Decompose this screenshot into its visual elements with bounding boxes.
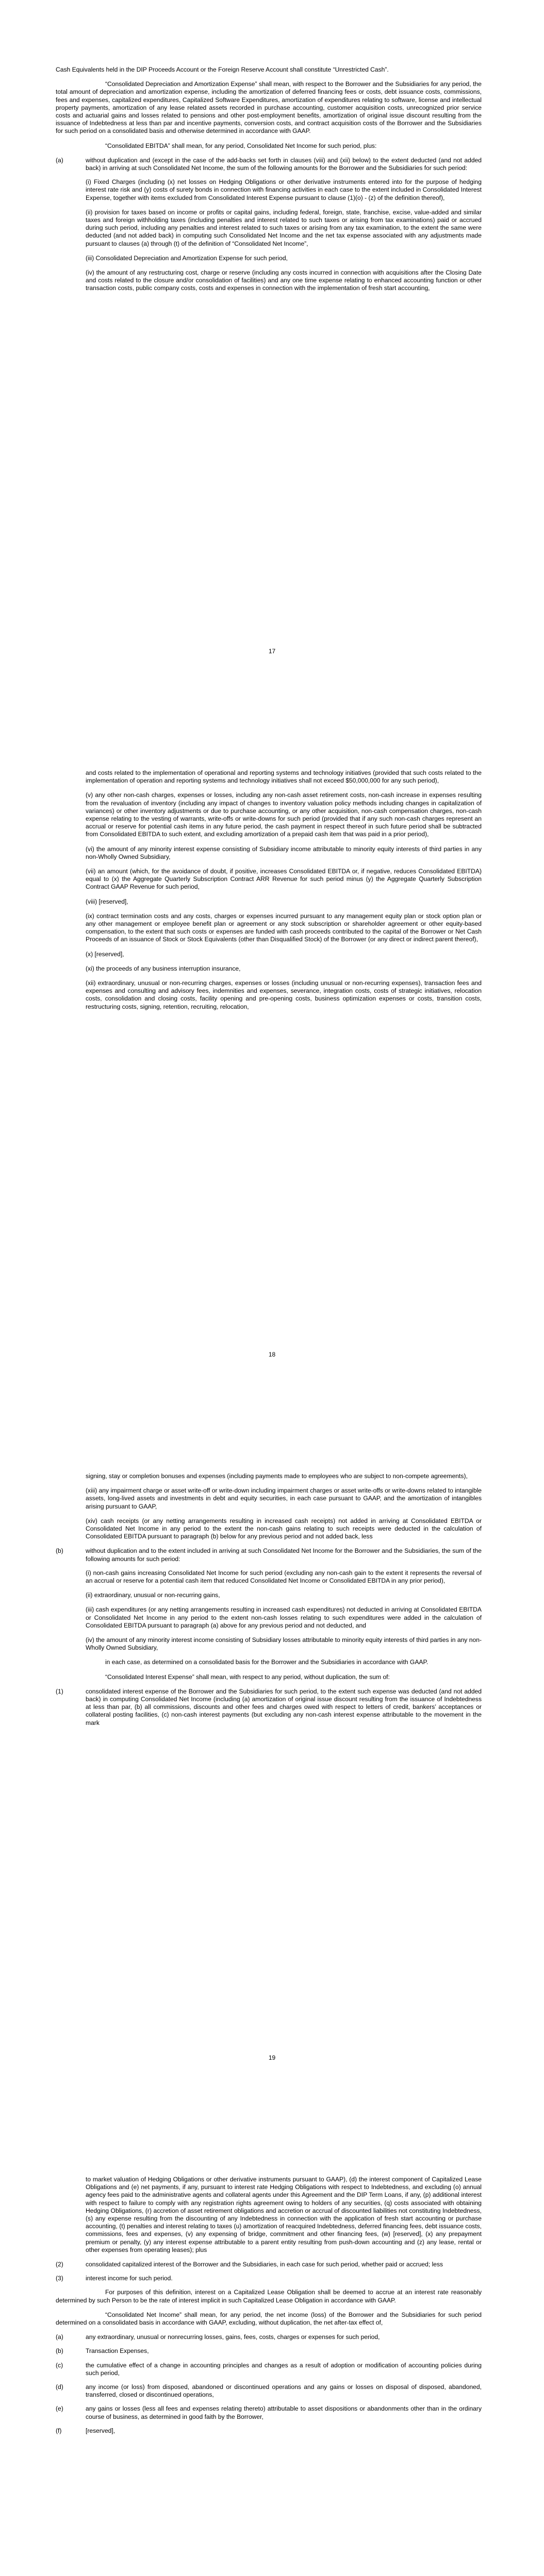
clause-text: any income (or loss) from disposed, abandoned or discontinued operations and any gains or losses on disposal of disposed, abandoned, transferred, closed or discontinued operations, xyxy=(86,2383,482,2399)
page-number: 19 xyxy=(268,2054,276,2061)
clause-text: without duplication and to the extent included in arriving at such Consolidated Net Income for the Borrower and the Subsidiaries, the sum of the following amounts for such period: xyxy=(86,1547,482,1563)
sub-clause-paragraph: (i) Fixed Charges (including (x) net losses on Hedging Obligations or other derivative instruments entered into for the purpose of hedging interest rate risk and (y) costs of surety bonds in connection with financing activities in each case to the extent included in Consolidated Interest Expense, together with items excluded from Consolidated Interest Expense pursuant to clause (1)(o) - (z) of the definition thereof), xyxy=(86,178,482,201)
page-content xyxy=(56,66,482,299)
clause-paragraph xyxy=(56,157,482,172)
clause-text: the cumulative effect of a change in accounting principles and changes as a result of adoption or modification of accounting policies during such period, xyxy=(86,2361,482,2377)
clause-label: (a) xyxy=(56,156,63,164)
definition-paragraph: “Consolidated Depreciation and Amortization Expense” shall mean, with respect to the Borrower and the Subsidiaries for any period, the total amount of depreciation and amortization expense, including the amortization of deferred financing fees or costs, debt issuance costs, commissions, fees and expenses, capitalized expenditures, Capitalized Software Expenditures, amortization of expenditures relating to software, license and intellectual property payments, amortization of any lease related assets recorded in purchase accounting, customer acquisition costs, unrecognized prior service costs and actuarial gains and losses related to pensions and other post-employment benefits, amortization of original issue discount resulting from the issuance of Indebtedness at less than par and incentive payments, conversion costs, and contract acquisition costs of the Borrower and the Subsidiaries for such period on a consolidated basis and otherwise determined in accordance with GAAP. xyxy=(56,80,482,135)
document-page xyxy=(0,2110,544,2576)
sub-clause-paragraph: (ii) provision for taxes based on income or profits or capital gains, including federal, foreign, state, franchise, excise, value-added and similar taxes and foreign withholding taxes (including penalties and interest related to such taxes or arising from tax examinations) paid or accrued during such period, including any penalties and interest related to such taxes or arising from any tax examination, to the extent the same were deducted (and not added back) in computing such Consolidated Net Income and the net tax expense associated with any adjustments made pursuant to clauses (a) through (t) of the definition of “Consolidated Net Income”, xyxy=(86,208,482,247)
page-content xyxy=(56,769,482,1018)
clause-label: (e) xyxy=(56,2405,63,2413)
clause-label: (f) xyxy=(56,2427,62,2434)
sub-clause-paragraph: (vii) an amount (which, for the avoidance of doubt, if positive, increases Consolidated EBITDA or, if negative, reduces Consolidated EBITDA) equal to (x) the Aggregate Quarterly Subscription Contract ARR Revenue for such period minus (y) the Aggregate Quarterly Subscription Contract GAAP Revenue for such period, xyxy=(86,868,482,891)
clause-text: interest income for such period. xyxy=(86,2275,173,2282)
document-page xyxy=(0,0,544,703)
clause-paragraph xyxy=(56,2261,482,2268)
clause-text: consolidated interest expense of the Borrower and the Subsidiaries for such period, to the extent such expense was deducted (and not added back) in computing Consolidated Net Income (including (a) amortization of original issue discount resulting from the issuance of Indebtedness at less than par, (b) all commissions, discounts and other fees and charges owed with respect to letters of credit, bankers’ acceptances or collateral posting facilities, (c) non-cash interest payments (but excluding any non-cash interest expense attributable to the movement in the mark xyxy=(86,1687,482,1726)
clause-paragraph xyxy=(56,2362,482,2377)
sub-clause-paragraph: (vi) the amount of any minority interest expense consisting of Subsidiary income attributable to minority equity interests of third parties in any non-Wholly Owned Subsidiary, xyxy=(86,845,482,860)
clause-label: (2) xyxy=(56,2261,63,2268)
clause-paragraph xyxy=(56,2333,482,2341)
sub-clause-paragraph: and costs related to the implementation of operational and reporting systems and technology initiatives (provided that such costs related to the implementation of operation and reporting systems and technology initiatives shall not exceed $50,000,000 for any such period), xyxy=(86,769,482,785)
definition-paragraph: “Consolidated Net Income” shall mean, for any period, the net income (loss) of the Borrower and the Subsidiaries for such period determined on a consolidated basis in accordance with GAAP, excluding, without duplication, the net after-tax effect of, xyxy=(56,2311,482,2327)
document-page xyxy=(0,1406,544,2110)
definition-paragraph: “Consolidated Interest Expense” shall mean, with respect to any period, without duplication, the sum of: xyxy=(105,1673,390,1681)
sub-clause-paragraph: (iv) the amount of any restructuring cost, charge or reserve (including any costs incurred in connection with acquisitions after the Closing Date and costs related to the closure and/or consolidation of facilities) and any one time expense relating to enhanced accounting function or other transaction costs, public company costs, costs and expenses in connection with the implementation of fresh start accounting, xyxy=(86,269,482,292)
sub-clause-paragraph: (ii) extraordinary, unusual or non-recurring gains, xyxy=(86,1591,220,1599)
clause-label: (b) xyxy=(56,2347,63,2355)
sub-clause-paragraph: (viii) [reserved], xyxy=(86,897,128,905)
clause-paragraph xyxy=(56,1547,482,1563)
body-paragraph: Cash Equivalents held in the DIP Proceeds Account or the Foreign Reserve Account shall constitute “Unrestricted Cash”. xyxy=(56,66,389,73)
sub-clause-paragraph: signing, stay or completion bonuses and expenses (including payments made to employees who are subject to non-compete agreements), xyxy=(86,1472,468,1480)
sub-clause-paragraph: (iv) the amount of any minority interest income consisting of Subsidiary losses attributable to minority equity interests of third parties in any non-Wholly Owned Subsidiary, xyxy=(86,1636,482,1652)
clause-label: (a) xyxy=(56,2333,63,2341)
clause-label: (1) xyxy=(56,1687,63,1695)
sub-clause-paragraph: (x) [reserved], xyxy=(86,950,124,958)
sub-clause-paragraph: (iii) Consolidated Depreciation and Amortization Expense for such period, xyxy=(86,254,288,262)
sub-clause-paragraph: (xii) extraordinary, unusual or non-recurring charges, expenses or losses (including unusual or non-recurring expenses), transaction fees and expenses and consulting and advisory fees, indemnities and expenses, severance, integration costs, costs of strategic initiatives, relocation costs, consolidation and closing costs, facility opening and pre-opening costs, business optimization expenses or costs, transition costs, restructuring costs, signing, retention, recruiting, relocation, xyxy=(86,979,482,1010)
sub-clause-paragraph: (xiv) cash receipts (or any netting arrangements resulting in increased cash receipts) not added in arriving at Consolidated EBITDA or Consolidated Net Income in any period to the extent the non-cash gains relating to such receipts were deducted in the calculation of Consolidated EBITDA pursuant to paragraph (b) below for any previous period and not added back, less xyxy=(86,1517,482,1540)
sub-clause-paragraph: to market valuation of Hedging Obligations or other derivative instruments pursuant to GAAP), (d) the interest component of Capitalized Lease Obligations and (e) net payments, if any, pursuant to interest rate Hedging Obligations with respect to Indebtedness, and excluding (o) annual agency fees paid to the administrative agents and collateral agents under this Agreement and the DIP Term Loans, if any, (p) additional interest with respect to failure to comply with any registration rights agreement owing to holders of any securities, (q) costs associated with obtaining Hedging Obligations, (r) accretion of asset retirement obligations and accretion or accrual of discounted liabilities not constituting Indebtedness, (s) any expense resulting from the discounting of any Indebtedness in connection with the application of fresh start accounting or purchase accounting, (t) penalties and interest relating to taxes (u) amortization of reacquired Indebtedness, deferred financing fees, debt issuance costs, commissions, fees and expenses, (v) any expensing of bridge, commitment and other financing fees, (w) [reserved], (x) any prepayment premium or penalty, (y) any interest expense attributable to a parent entity resulting from push-down accounting and (z) any lease, rental or other expenses from operating leases); plus xyxy=(86,2176,482,2253)
definition-paragraph: in each case, as determined on a consolidated basis for the Borrower and the Subsidiaries in accordance with GAAP. xyxy=(105,1658,428,1666)
document-page xyxy=(0,703,544,1406)
clause-text: [reserved], xyxy=(86,2427,116,2434)
clause-text: any extraordinary, unusual or nonrecurring losses, gains, fees, costs, charges or expenses for such period, xyxy=(86,2333,380,2341)
clause-paragraph xyxy=(56,2275,482,2282)
clause-text: without duplication and (except in the case of the add-backs set forth in clauses (viii) and (xii) below) to the extent deducted (and not added back) in arriving at such Consolidated Net Income, the sum of the following amounts for the Borrower and the Subsidiaries for such period: xyxy=(86,156,482,172)
clause-paragraph xyxy=(56,2427,482,2435)
definition-paragraph: For purposes of this definition, interest on a Capitalized Lease Obligation shall be deemed to accrue at an interest rate reasonably determined by such Person to be the rate of interest implicit in such Capitalized Lease Obligation in accordance with GAAP. xyxy=(56,2289,482,2304)
clause-label: (b) xyxy=(56,1547,63,1555)
sub-clause-paragraph: (xi) the proceeds of any business interruption insurance, xyxy=(86,964,241,972)
page-number: 17 xyxy=(268,648,276,655)
clause-label: (c) xyxy=(56,2361,63,2369)
clause-text: consolidated capitalized interest of the Borrower and the Subsidiaries, in each case for such period, whether paid or accrued; less xyxy=(86,2261,443,2268)
page-content xyxy=(56,2176,482,2441)
sub-clause-paragraph: (ix) contract termination costs and any costs, charges or expenses incurred pursuant to any management equity plan or stock option plan or any other management or employee benefit plan or agreement or any stock subscription or shareholder agreement or other equity-based compensation, to the extent that such costs or expenses are funded with cash proceeds contributed to the capital of the Borrower or Net Cash Proceeds of an issuance of Stock or Stock Equivalents (other than Disqualified Stock) of the Borrower (or any direct or indirect parent thereof), xyxy=(86,912,482,943)
sub-clause-paragraph: (iii) cash expenditures (or any netting arrangements resulting in increased cash expenditures) not deducted in arriving at Consolidated EBITDA or Consolidated Net Income in any period to the extent non-cash losses relating to such expenditures were added in the calculation of Consolidated EBITDA pursuant to paragraph (a) above for any previous period and not deducted, and xyxy=(86,1606,482,1629)
sub-clause-paragraph: (v) any other non-cash charges, expenses or losses, including any non-cash asset retirement costs, non-cash increase in expenses resulting from the revaluation of inventory (including any impact of changes to inventory valuation policy methods including changes in capitalization of variances) or other inventory adjustments or due to purchase accounting, or any other acquisition, non-cash compensation charges, non-cash expense relating to the vesting of warrants, write-offs or write-downs for such period (provided that if any such non-cash charges represent an accrual or reserve for potential cash items in any future period, the cash payment in respect thereof in such future period shall be subtracted from Consolidated EBITDA to such extent, and excluding amortization of a prepaid cash item that was paid in a prior period), xyxy=(86,791,482,838)
clause-text: any gains or losses (less all fees and expenses relating thereto) attributable to asset dispositions or abandonments other than in the ordinary course of business, as determined in good faith by the Borrower, xyxy=(86,2405,482,2420)
clause-paragraph xyxy=(56,2383,482,2399)
clause-label: (3) xyxy=(56,2275,63,2282)
sub-clause-paragraph: (xiii) any impairment charge or asset write-off or write-down including impairment charges or asset write-offs or write-downs related to intangible assets, long-lived assets and investments in debt and equity securities, in each case pursuant to GAAP, and the amortization of intangibles arising pursuant to GAAP, xyxy=(86,1487,482,1510)
clause-paragraph xyxy=(56,1688,482,1727)
clause-label: (d) xyxy=(56,2383,63,2391)
definition-paragraph: “Consolidated EBITDA” shall mean, for any period, Consolidated Net Income for such period, plus: xyxy=(105,142,377,149)
page-content xyxy=(56,1472,482,1733)
page-number: 18 xyxy=(268,1351,276,1358)
sub-clause-paragraph: (i) non-cash gains increasing Consolidated Net Income for such period (excluding any non-cash gain to the extent it represents the reversal of an accrual or reserve for a potential cash item that reduced Consolidated Net Income or Consolidated EBITDA in any prior period), xyxy=(86,1569,482,1585)
clause-paragraph xyxy=(56,2405,482,2420)
clause-text: Transaction Expenses, xyxy=(86,2347,149,2355)
clause-paragraph xyxy=(56,2347,482,2355)
